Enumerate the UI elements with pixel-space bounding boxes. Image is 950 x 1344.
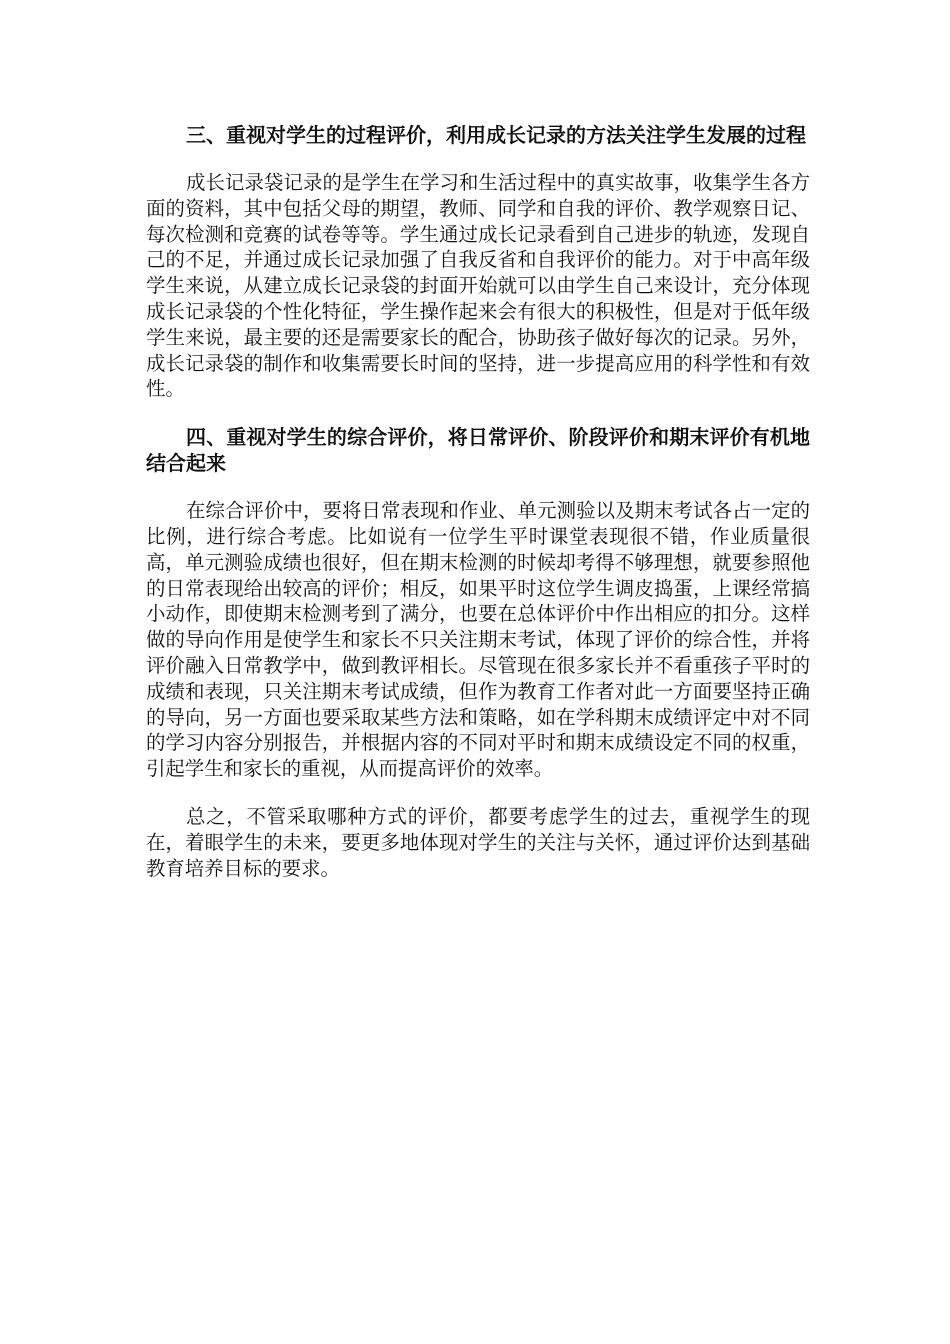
section-heading-4: 四、重视对学生的综合评价，将日常评价、阶段评价和期末评价有机地结合起来 xyxy=(146,425,810,476)
section-paragraph-4: 在综合评价中，要将日常表现和作业、单元测验以及期末考试各占一定的比例，进行综合考虑。比如说有一位学生平时课堂表现很不错，作业质量很高，单元测验成绩也很好，但在期末检测的时候却考得不够理想，就要参照他的日常表现给出较高的评价；相反，如果平时这位学生调皮捣蛋，上课经常搞小动作，即使期末检测考到了满分，也要在总体评价中作出相应的扣分。这样做的导向作用是使学生和家长不只关注期末考试，体现了评价的综合性，并将评价融入日常教学中，做到教评相长。尽管现在很多家长并不看重孩子平时的成绩和表现，只关注期末考试成绩，但作为教育工作者对此一方面要坚持正确的导向，另一方面也要采取某些方法和策略，如在学科期末成绩评定中对不同的学习内容分别报告，并根据内容的不同对平时和期末成绩设定不同的权重，引起学生和家长的重视，从而提高评价的效率。 xyxy=(146,499,810,781)
conclusion-paragraph: 总之，不管采取哪种方式的评价，都要考虑学生的过去，重视学生的现在，着眼学生的未来，要更多地体现对学生的关注与关怀，通过评价达到基础教育培养目标的要求。 xyxy=(146,804,810,880)
section-heading-3: 三、重视对学生的过程评价，利用成长记录的方法关注学生发展的过程 xyxy=(186,123,806,147)
document-page xyxy=(146,122,810,903)
section-paragraph-3: 成长记录袋记录的是学生在学习和生活过程中的真实故事，收集学生各方面的资料，其中包括父母的期望，教师、同学和自我的评价、教学观察日记、每次检测和竞赛的试卷等等。学生通过成长记录看到自己进步的轨迹，发现自己的不足，并通过成长记录加强了自我反省和自我评价的能力。对于中高年级学生来说，从建立成长记录袋的封面开始就可以由学生自己来设计，充分体现成长记录袋的个性化特征，学生操作起来会有很大的积极性，但是对于低年级学生来说，最主要的还是需要家长的配合，协助孩子做好每次的记录。另外，成长记录袋的制作和收集需要长时间的坚持，进一步提高应用的科学性和有效性。 xyxy=(146,171,810,401)
